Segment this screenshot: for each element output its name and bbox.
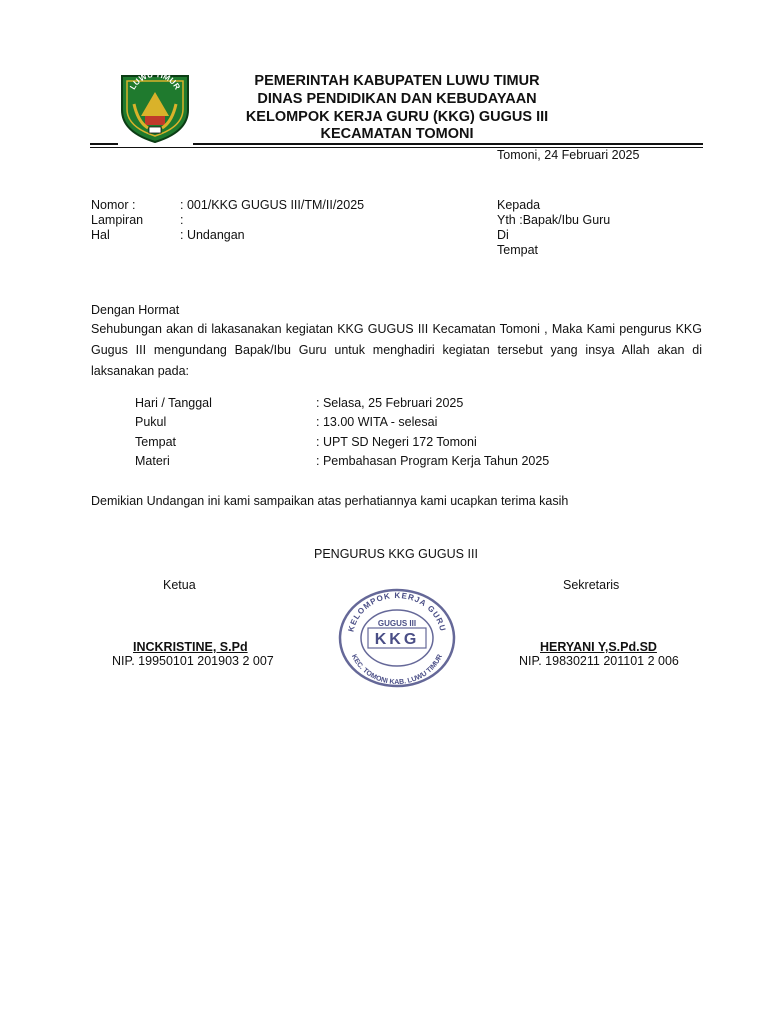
recipient-yth: Yth :Bapak/Ibu Guru xyxy=(497,213,611,227)
stamp-ring-bottom: KEC. TOMONI KAB. LUWU TIMUR xyxy=(349,653,445,687)
recipient-tempat: Tempat xyxy=(497,243,538,257)
letterhead-organization: KELOMPOK KERJA GURU (KKG) GUGUS III xyxy=(245,109,549,125)
right-role: Sekretaris xyxy=(563,578,620,592)
lampiran-value: : xyxy=(180,213,184,227)
stamp-ring-top: KELOMPOK KERJA GURU xyxy=(346,590,448,633)
lampiran-label: Lampiran xyxy=(91,213,144,227)
right-signatory-nip: NIP. 19830211 201101 2 006 xyxy=(519,654,679,668)
signature-header: PENGURUS KKG GUGUS III xyxy=(314,547,478,561)
letterhead-department: DINAS PENDIDIKAN DAN KEBUDAYAAN xyxy=(257,91,537,107)
body-paragraph: Sehubungan akan di lakasanakan kegiatan KKG GUGUS III Kecamatan Tomoni , Maka Kami pengurus KKG Gugus III mengundang Bapak/Ibu Guru untuk menghadiri kegiatan tersebut yang insya Allah akan di laksanakan pada: xyxy=(91,322,702,378)
nomor-label: Nomor : xyxy=(91,198,136,212)
left-signatory-nip: NIP. 19950101 201903 2 007 xyxy=(112,654,274,668)
detail-value: : UPT SD Negeri 172 Tomoni xyxy=(316,435,477,449)
logo-text: LUWU TIMUR xyxy=(128,70,182,92)
detail-label: Pukul xyxy=(135,415,167,429)
hal-label: Hal xyxy=(91,228,110,242)
detail-value: : Pembahasan Program Kerja Tahun 2025 xyxy=(316,454,550,468)
right-signatory-name: HERYANI Y,S.Pd.SD xyxy=(540,640,657,654)
letterhead-rule-left xyxy=(90,143,118,145)
stamp-center: KKG xyxy=(374,631,420,648)
detail-label: Tempat xyxy=(135,435,176,449)
salutation: Dengan Hormat xyxy=(91,303,180,317)
letterhead-rule-right xyxy=(193,143,703,145)
detail-value: : 13.00 WITA - selesai xyxy=(316,415,438,429)
stamp-sub: GUGUS III xyxy=(377,619,417,628)
left-signatory-name: INCKRISTINE, S.Pd xyxy=(133,640,248,654)
nomor-value: : 001/KKG GUGUS III/TM/II/2025 xyxy=(180,198,365,212)
letterhead-government: PEMERINTAH KABUPATEN LUWU TIMUR xyxy=(254,73,540,89)
detail-value: : Selasa, 25 Februari 2025 xyxy=(316,396,464,410)
left-role: Ketua xyxy=(163,578,196,592)
detail-label: Materi xyxy=(135,454,170,468)
kkg-stamp xyxy=(336,586,458,690)
recipient-di: Di xyxy=(497,228,509,242)
svg-text:KEC. TOMONI KAB. LUWU TIMUR xyxy=(350,653,444,686)
recipient-kepada: Kepada xyxy=(497,198,541,212)
detail-label: Hari / Tanggal xyxy=(135,396,212,410)
letter-date: Tomoni, 24 Februari 2025 xyxy=(497,148,640,162)
hal-value: : Undangan xyxy=(180,228,245,242)
letterhead-district: KECAMATAN TOMONI xyxy=(320,126,474,142)
closing-text: Demikian Undangan ini kami sampaikan atas perhatiannya kami ucapkan terima kasih xyxy=(91,494,569,508)
